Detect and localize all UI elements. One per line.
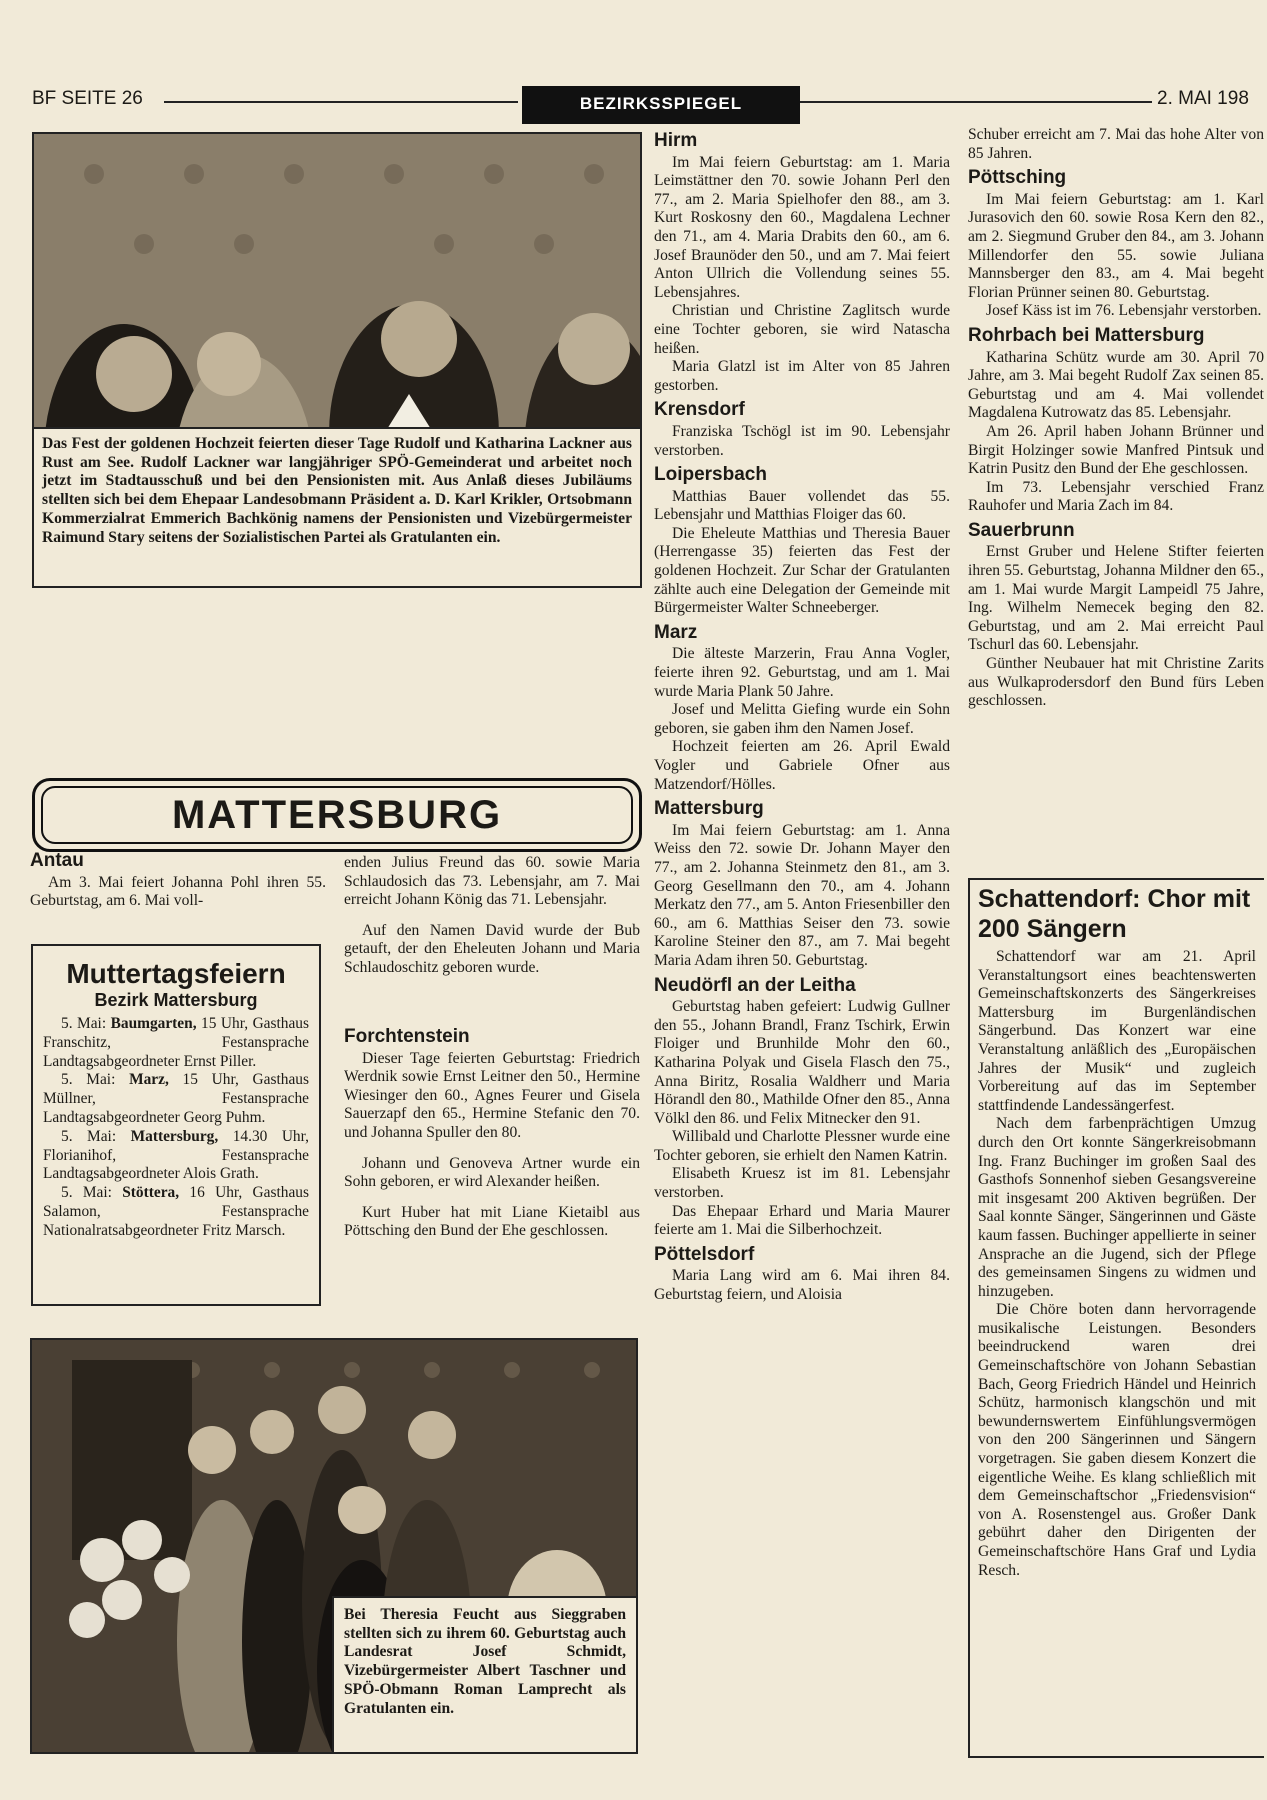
section-badge: BEZIRKSSPIEGEL — [522, 86, 800, 124]
col3-paragraph: Das Ehepaar Erhard und Maria Maurer feierte am 1. Mai die Silberhochzeit. — [654, 1202, 950, 1239]
forchtenstein-p3: Kurt Huber hat mit Liane Kietaibl aus Pöttsching den Bund der Ehe geschlossen. — [344, 1203, 640, 1240]
col3-heading: Pöttelsdorf — [654, 1243, 755, 1265]
schattendorf-title: Schattendorf: Chor mit 200 Sängern — [978, 885, 1251, 943]
col3-paragraph: Im Mai feiern Geburtstag: am 1. Anna Weiss den 72. sowie Dr. Johann Mayer den 77., am 2. Johanna Steinmetz den 81., am 3. Georg Gesellmann den 70., am 4. Johann Merkatz den 77., am 5. Anton Friesenbiller den 60., am 6. Matthias Seiser den 73. sowie Karoline Steiner den 87., am 7. Mai begeht Maria Adam ihren 50. Geburtstag. — [654, 821, 950, 969]
header-rule-right — [800, 101, 1152, 103]
photo-golden-wedding — [32, 132, 642, 588]
forchtenstein-p2: Johann und Genoveva Artner wurde ein Sohn geboren, er wird Alexander heißen. — [344, 1154, 640, 1191]
schattendorf-paragraph: Schattendorf war am 21. April Veranstaltungsort eines beachtenswerten Gemeinschaftskonzerts des Sängerkreises Mattersburg im Burgenländischen Sängerbund. Das Konzert war eine Veranstaltung anläßlich des „Europäischen Jahres der Musik“ und zugleich Vorbereitung auf das im September stattfindende Landessängerfest. — [978, 948, 1256, 1114]
col3-heading: Hirm — [654, 130, 698, 151]
schattendorf-body — [978, 948, 1256, 1580]
col4-heading: Pöttsching — [968, 167, 1067, 189]
header-rule-left — [164, 101, 518, 103]
col4-paragraph: Im 73. Lebensjahr verschied Franz Rauhofer und Maria Zach im 84. — [968, 478, 1264, 515]
antau-continued — [344, 854, 640, 978]
col3-paragraph: Maria Glatzl ist im Alter von 85 Jahren gestorben. — [654, 358, 950, 394]
muttertag-item-3: 5. Mai: Mattersburg, 14.30 Uhr, Florianihof, Festansprache Landtagsabgeordneter Alois Grath. — [43, 1127, 309, 1183]
col4-paragraph: Ernst Gruber und Helene Stifter feierten ihren 55. Geburtstag, Johanna Mildner den 65., am 1. Mai wurde Margit Lampeidl 75 Jahre, Ing. Wilhelm Nemecek beging den 82. Geburtstag, und am 2. Mai erreicht Paul Tschurl das 60. Lebensjahr. — [968, 543, 1264, 654]
column-4 — [968, 126, 1264, 711]
antau-text-1: Am 3. Mai feiert Johanna Pohl ihren 55. Geburtstag, am 6. Mai voll- — [30, 873, 326, 910]
muttertag-box — [31, 944, 321, 1306]
col4-heading: Sauerbrunn — [968, 519, 1075, 541]
col3-paragraph: Elisabeth Kruesz ist im 81. Lebensjahr verstorben. — [654, 1165, 950, 1202]
muttertag-item-2: 5. Mai: Marz, 15 Uhr, Gasthaus Müllner, Festansprache Landtagsabgeordneter Georg Puhm. — [43, 1071, 309, 1126]
col3-paragraph: Christian und Christine Zaglitsch wurde eine Tochter geboren, sie wird Natascha heißen. — [654, 302, 950, 357]
col3-heading: Neudörfl an der Leitha — [654, 974, 856, 996]
forchtenstein-p1: Dieser Tage feierten Geburtstag: Friedrich Werdnik sowie Ernst Leitner den 50., Hermine Wiesinger den 60., Agnes Feurer und Gisela Sauerzapf den 65., Hermine Stefanic den 70. und Johanna Spuller den 80. — [344, 1049, 640, 1141]
col3-paragraph: Geburtstag haben gefeiert: Ludwig Gullner den 55., Johann Brandl, Franz Tschirk, Erwin Floiger und Brunhilde Mohr den 60., Katharina Polyak und Gisela Flasch den 75., Anna Biritz, Rosalia Waldherr und Maria Hörandl den 80., Mathilde Ofner den 85., Anna Völkl den 86. und Felix Mitnecker den 91. — [654, 998, 950, 1127]
col3-paragraph: Im Mai feiern Geburtstag: am 1. Maria Leimstättner den 70. sowie Johann Perl den 77., am 2. Maria Spielhofer den 88., am 3. Kurt Roskosny den 60., Magdalena Lechner den 71., am 4. Maria Drabits den 60., am 6. Josef Braunöder den 50., und am 7. Mai feiert Anton Ullrich die Vollendung seines 55. Lebensjahres. — [654, 153, 950, 301]
muttertag-item-1: 5. Mai: Baumgarten, 15 Uhr, Gasthaus Franschitz, Festansprache Landtagsabgeordneter Ernst Piller. — [43, 1015, 309, 1070]
issue-date: 2. MAI 198 — [1157, 88, 1249, 109]
muttertag-list — [43, 1015, 309, 1241]
forchtenstein-heading: Forchtenstein — [344, 1026, 470, 1047]
schattendorf-paragraph: Die Chöre boten dann hervorragende musikalische Leistungen. Besonders beeindruckend waren drei Gemeinschaftschöre von Johann Sebastian Bach, Georg Friedrich Händel und Heinrich Schütz, harmonisch klangschön und mit bewundernswertem Einfühlungsvermögen von den 200 Sängerinnen und Sängern vorgetragen. Sie gaben diesem Konzert die eigentliche Weihe. Es klang schließlich mit dem Gemeinschaftschor „Friedensvision“ von A. Rosenstengel aus. Großer Dank gebührt daher den Dirigenten der Gemeinschaftschöre Hans Graf und Lydia Resch. — [978, 1301, 1256, 1579]
antau-text-2: enden Julius Freund das 60. sowie Maria Schlaudosich das 73. Lebensjahr, am 7. Mai erreicht Johann König das 71. Lebensjahr. — [344, 854, 640, 909]
col4-paragraph: Katharina Schütz wurde am 30. April 70 Jahre, am 3. Mai begeht Rudolf Zax seinen 85. Geburtstag und am 4. Mai vollendet Magdalena Kutrowatz das 85. Lebensjahr. — [968, 348, 1264, 422]
col4-heading: Rohrbach bei Mattersburg — [968, 324, 1205, 346]
photo-birthday — [30, 1338, 638, 1754]
antau-text-3: Auf den Namen David wurde der Bub getauft, der den Eheleuten Johann und Maria Schlaudoschitz geboren wurde. — [344, 921, 640, 976]
photo-birthday-caption: Bei Theresia Feucht aus Sieggraben stellten sich zu ihrem 60. Geburtstag auch Landesrat Josef Schmidt, Vizebürgermeister Albert Taschner und SPÖ-Obmann Roman Lamprecht als Gratulanten ein. — [332, 1596, 636, 1752]
col3-paragraph: Die Eheleute Matthias und Theresia Bauer (Herrengasse 35) feierten das Fest der goldenen Hochzeit. Zur Schar der Gratulanten zählte auch eine Delegation der Gemeinde mit Bürgermeister Walter Schneeberger. — [654, 524, 950, 617]
col3-paragraph: Josef und Melitta Giefing wurde ein Sohn geboren, sie gaben ihm den Namen Josef. — [654, 701, 950, 737]
col3-heading: Mattersburg — [654, 798, 764, 820]
col3-paragraph: Willibald und Charlotte Plessner wurde eine Tochter geboren, sie erhielt den Namen Katrin. — [654, 1128, 950, 1164]
col3-paragraph: Die älteste Marzerin, Frau Anna Vogler, feierte ihren 92. Geburtstag, und am 1. Mai wurde Maria Plank 50 Jahre. — [654, 645, 950, 700]
muttertag-title: Muttertagsfeiern — [66, 958, 286, 989]
col4-paragraph: Josef Käss ist im 76. Lebensjahr verstorben. — [986, 302, 1262, 320]
muttertag-subtitle: Bezirk Mattersburg — [94, 990, 258, 1010]
col3-paragraph: Maria Lang wird am 6. Mai ihren 84. Geburtstag feiern, und Aloisia — [654, 1267, 950, 1304]
column-3 — [654, 126, 950, 1305]
col4-paragraph: Günther Neubauer hat mit Christine Zarits aus Wulkaprodersdorf den Bund fürs Leben geschlossen. — [968, 655, 1264, 710]
col3-paragraph: Hochzeit feierten am 26. April Ewald Vogler und Gabriele Ofner aus Matzendorf/Hölles. — [654, 738, 950, 793]
photo-golden-wedding-caption: Das Fest der goldenen Hochzeit feierten dieser Tage Rudolf und Katharina Lackner aus Rust am See. Rudolf Lackner war langjähriger SPÖ-Gemeinderat und arbeitet noch jetzt im Stadtausschuß und bei den Pensionisten mit. Aus Anlaß dieses Jubiläums stellten sich bei dem Ehepaar Landesobmann Präsident a. D. Karl Krikler, Ortsobmann Kommerzialrat Emmerich Bachkönig namens der Pensionisten und Vizebürgermeister Raimund Stary seitens der Sozialistischen Partei als Gratulanten ein. — [34, 427, 640, 586]
col4-paragraph: Schuber erreicht am 7. Mai das hohe Alter von 85 Jahren. — [968, 126, 1264, 162]
antau-section — [30, 852, 326, 911]
forchtenstein-section — [344, 1022, 640, 1241]
mattersburg-banner-inner: MATTERSBURG — [41, 786, 633, 844]
col4-paragraph: Im Mai feiern Geburtstag: am 1. Karl Jurasovich den 60. sowie Rosa Kern den 82., am 2. Siegmund Gruber den 84., am 3. Johann Millendorfer den 55. sowie Juliana Mannsberger den 83., am 4. Mai begeht Florian Prünner seinen 80. Geburtstag. — [968, 190, 1264, 301]
col3-heading: Krensdorf — [654, 399, 745, 421]
schattendorf-box — [968, 878, 1264, 1758]
mattersburg-banner — [32, 778, 642, 852]
schattendorf-paragraph: Nach dem farbenprächtigen Umzug durch den Ort konnte Sängerkreisobmann Ing. Franz Buchinger im großen Saal des Gasthofs Sonnenhof sieben Gesangsvereine mit insgesamt 200 Aktiven begrüßen. Der Saal konnte Sänger, Sängerinnen und Gäste kaum fassen. Buchinger appellierte in seiner Ansprache an die Jugend, sich der Pflege des gemeinsamen Singens zu widmen und hinzugeben. — [978, 1115, 1256, 1300]
col3-heading: Loipersbach — [654, 464, 767, 486]
antau-heading: Antau — [30, 850, 84, 871]
col3-paragraph: Franziska Tschögl ist im 90. Lebensjahr verstorben. — [654, 422, 950, 459]
col3-heading: Marz — [654, 621, 698, 643]
page-number: BF SEITE 26 — [32, 88, 143, 109]
col3-paragraph: Matthias Bauer vollendet das 55. Lebensjahr und Matthias Floiger das 60. — [654, 487, 950, 524]
col4-paragraph: Am 26. April haben Johann Brünner und Birgit Holzinger sowie Manfred Pintsuk und Katrin Pusitz den Bund der Ehe geschlossen. — [968, 422, 1264, 478]
muttertag-item-4: 5. Mai: Stöttera, 16 Uhr, Gasthaus Salamon, Festansprache Nationalratsabgeordneter Fritz Marsch. — [43, 1184, 309, 1239]
